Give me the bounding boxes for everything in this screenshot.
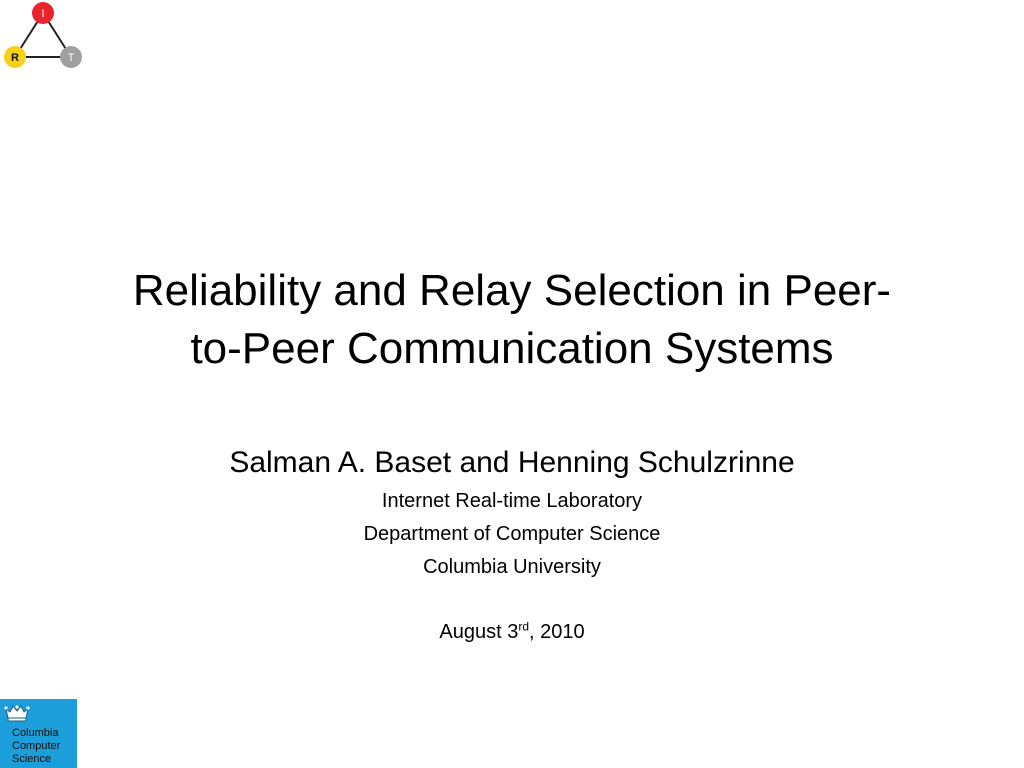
cs-logo-line-3: Science xyxy=(12,753,52,765)
logo-label-r: R xyxy=(11,52,19,64)
date-ordinal-suffix: rd xyxy=(518,619,529,634)
date-year: , 2010 xyxy=(529,621,585,643)
logo-label-i: I xyxy=(41,8,45,20)
university-name: Columbia University xyxy=(423,556,601,578)
cs-logo-line-2: Computer xyxy=(12,740,61,752)
crown-icon xyxy=(4,703,30,723)
department-name: Department of Computer Science xyxy=(363,523,661,545)
title-line-2: to-Peer Communication Systems xyxy=(190,324,834,373)
authors: Salman A. Baset and Henning Schulzrinne xyxy=(229,446,795,479)
lab-name: Internet Real-time Laboratory xyxy=(381,490,643,512)
title-line-1: Reliability and Relay Selection in Peer- xyxy=(132,266,892,315)
columbia-cs-logo xyxy=(0,699,77,768)
cs-logo-text xyxy=(12,727,60,766)
presentation-date xyxy=(0,619,1024,645)
date-prefix: August 3 xyxy=(439,621,519,643)
cs-logo-line-1: Columbia xyxy=(12,727,59,739)
logo-label-t: T xyxy=(67,52,75,64)
slide-title xyxy=(40,262,984,378)
irt-logo xyxy=(0,0,90,72)
